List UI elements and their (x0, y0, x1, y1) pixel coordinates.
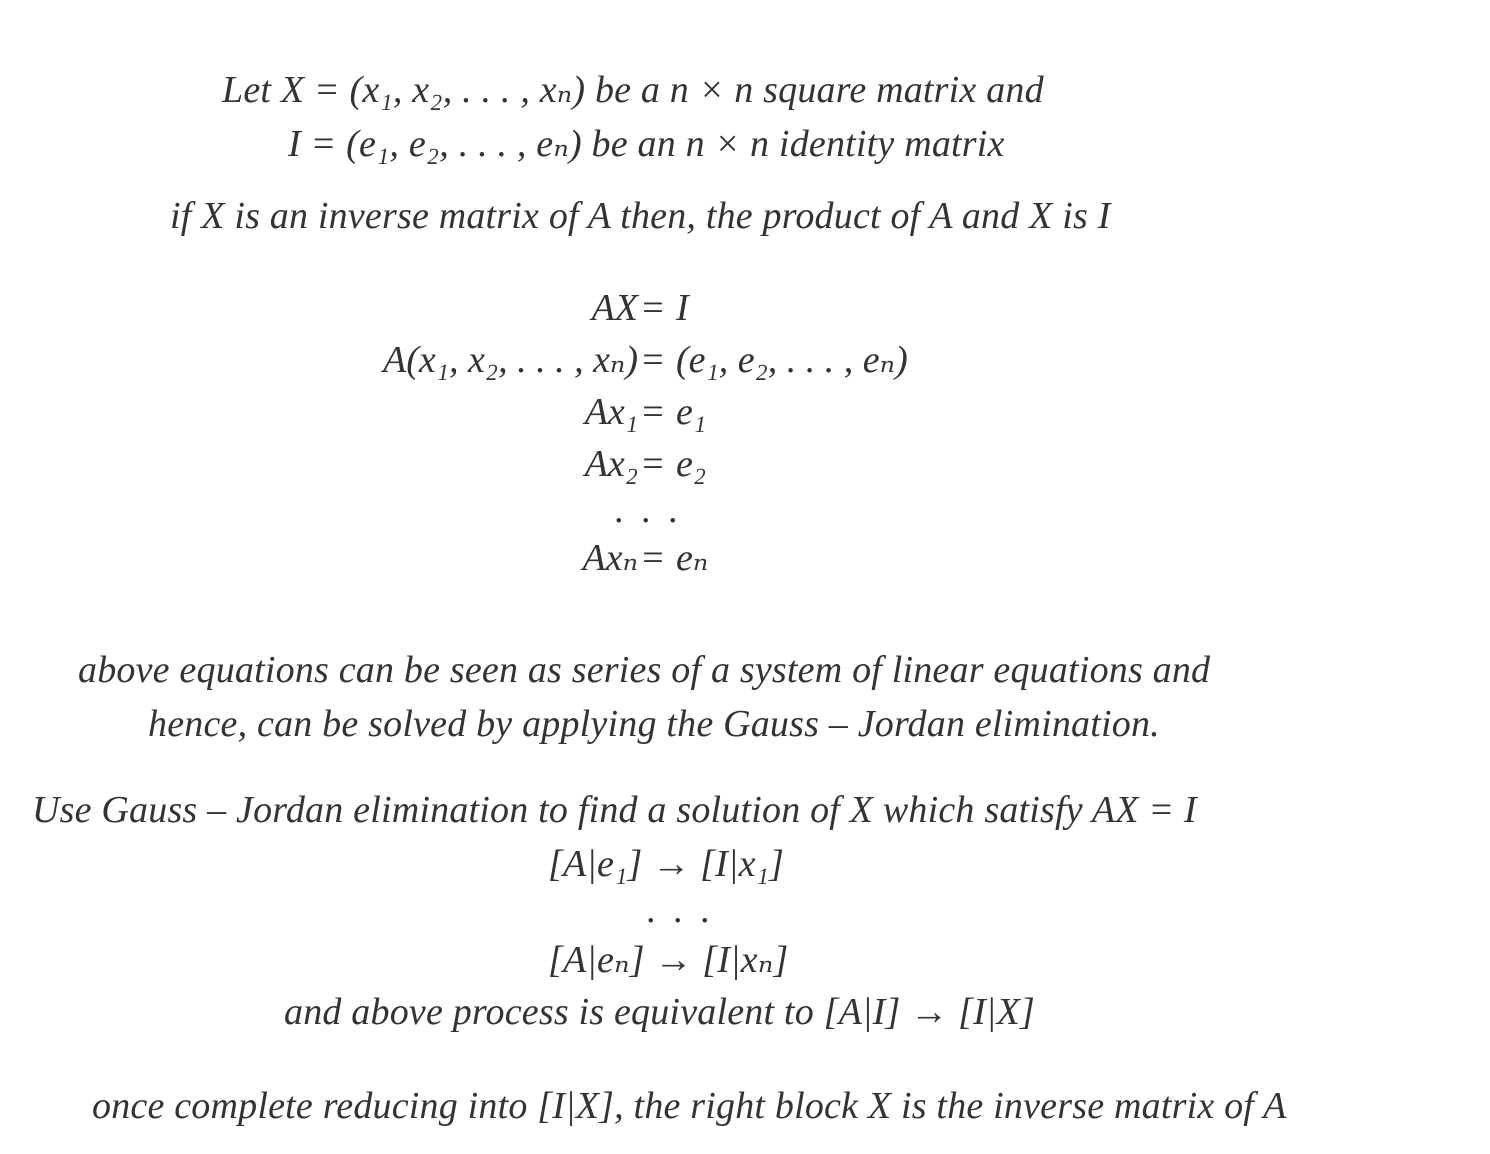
equation-row (0, 286, 1490, 330)
gauss-ellipsis: . . . (646, 889, 714, 931)
equation-lhs: Ax₂ (584, 443, 638, 485)
equation-row (0, 390, 1490, 434)
intro-line-2: I = (e₁, e₂, . . . , eₙ) be an n × n identity matrix (288, 123, 1005, 165)
equation-row (0, 338, 1490, 382)
equation-lhs: Ax₁ (584, 391, 638, 433)
equation-lhs: AX (591, 287, 638, 329)
conclusion: once complete reducing into [I|X], the right block X is the inverse matrix of A (92, 1085, 1287, 1127)
equation-lhs: A(x₁, x₂, . . . , xₙ) (383, 339, 638, 381)
gauss-equivalent: and above process is equivalent to [A|I] → [I|X] (284, 991, 1035, 1033)
intro-line-1: Let X = (x₁, x₂, . . . , xₙ) be a n × n square matrix and (222, 69, 1044, 111)
equation-row (0, 442, 1490, 486)
intro-line-3: if X is an inverse matrix of A then, the product of A and X is I (170, 195, 1111, 237)
equals-sign: = (642, 391, 664, 433)
equation-rhs: eₙ (676, 537, 709, 579)
explanation-line-1: above equations can be seen as series of a system of linear equations and (78, 649, 1211, 691)
gauss-heading: Use Gauss – Jordan elimination to find a solution of X which satisfy AX = I (32, 789, 1197, 831)
gauss-step-n: [A|eₙ] → [I|xₙ] (548, 939, 789, 981)
equals-sign: = (642, 287, 664, 329)
equation-ellipsis: . . . (614, 489, 682, 531)
equation-rhs: e₂ (676, 443, 707, 485)
equation-rhs: I (676, 287, 689, 329)
explanation-line-2: hence, can be solved by applying the Gauss – Jordan elimination. (148, 703, 1160, 745)
equals-sign: = (642, 339, 664, 381)
equation-row (0, 536, 1490, 580)
equals-sign: = (642, 443, 664, 485)
equation-lhs: Axₙ (582, 537, 638, 579)
gauss-step-1: [A|e₁] → [I|x₁] (548, 843, 785, 885)
equals-sign: = (642, 537, 664, 579)
equation-rhs: e₁ (676, 391, 707, 433)
equation-rhs: (e₁, e₂, . . . , eₙ) (676, 339, 908, 381)
